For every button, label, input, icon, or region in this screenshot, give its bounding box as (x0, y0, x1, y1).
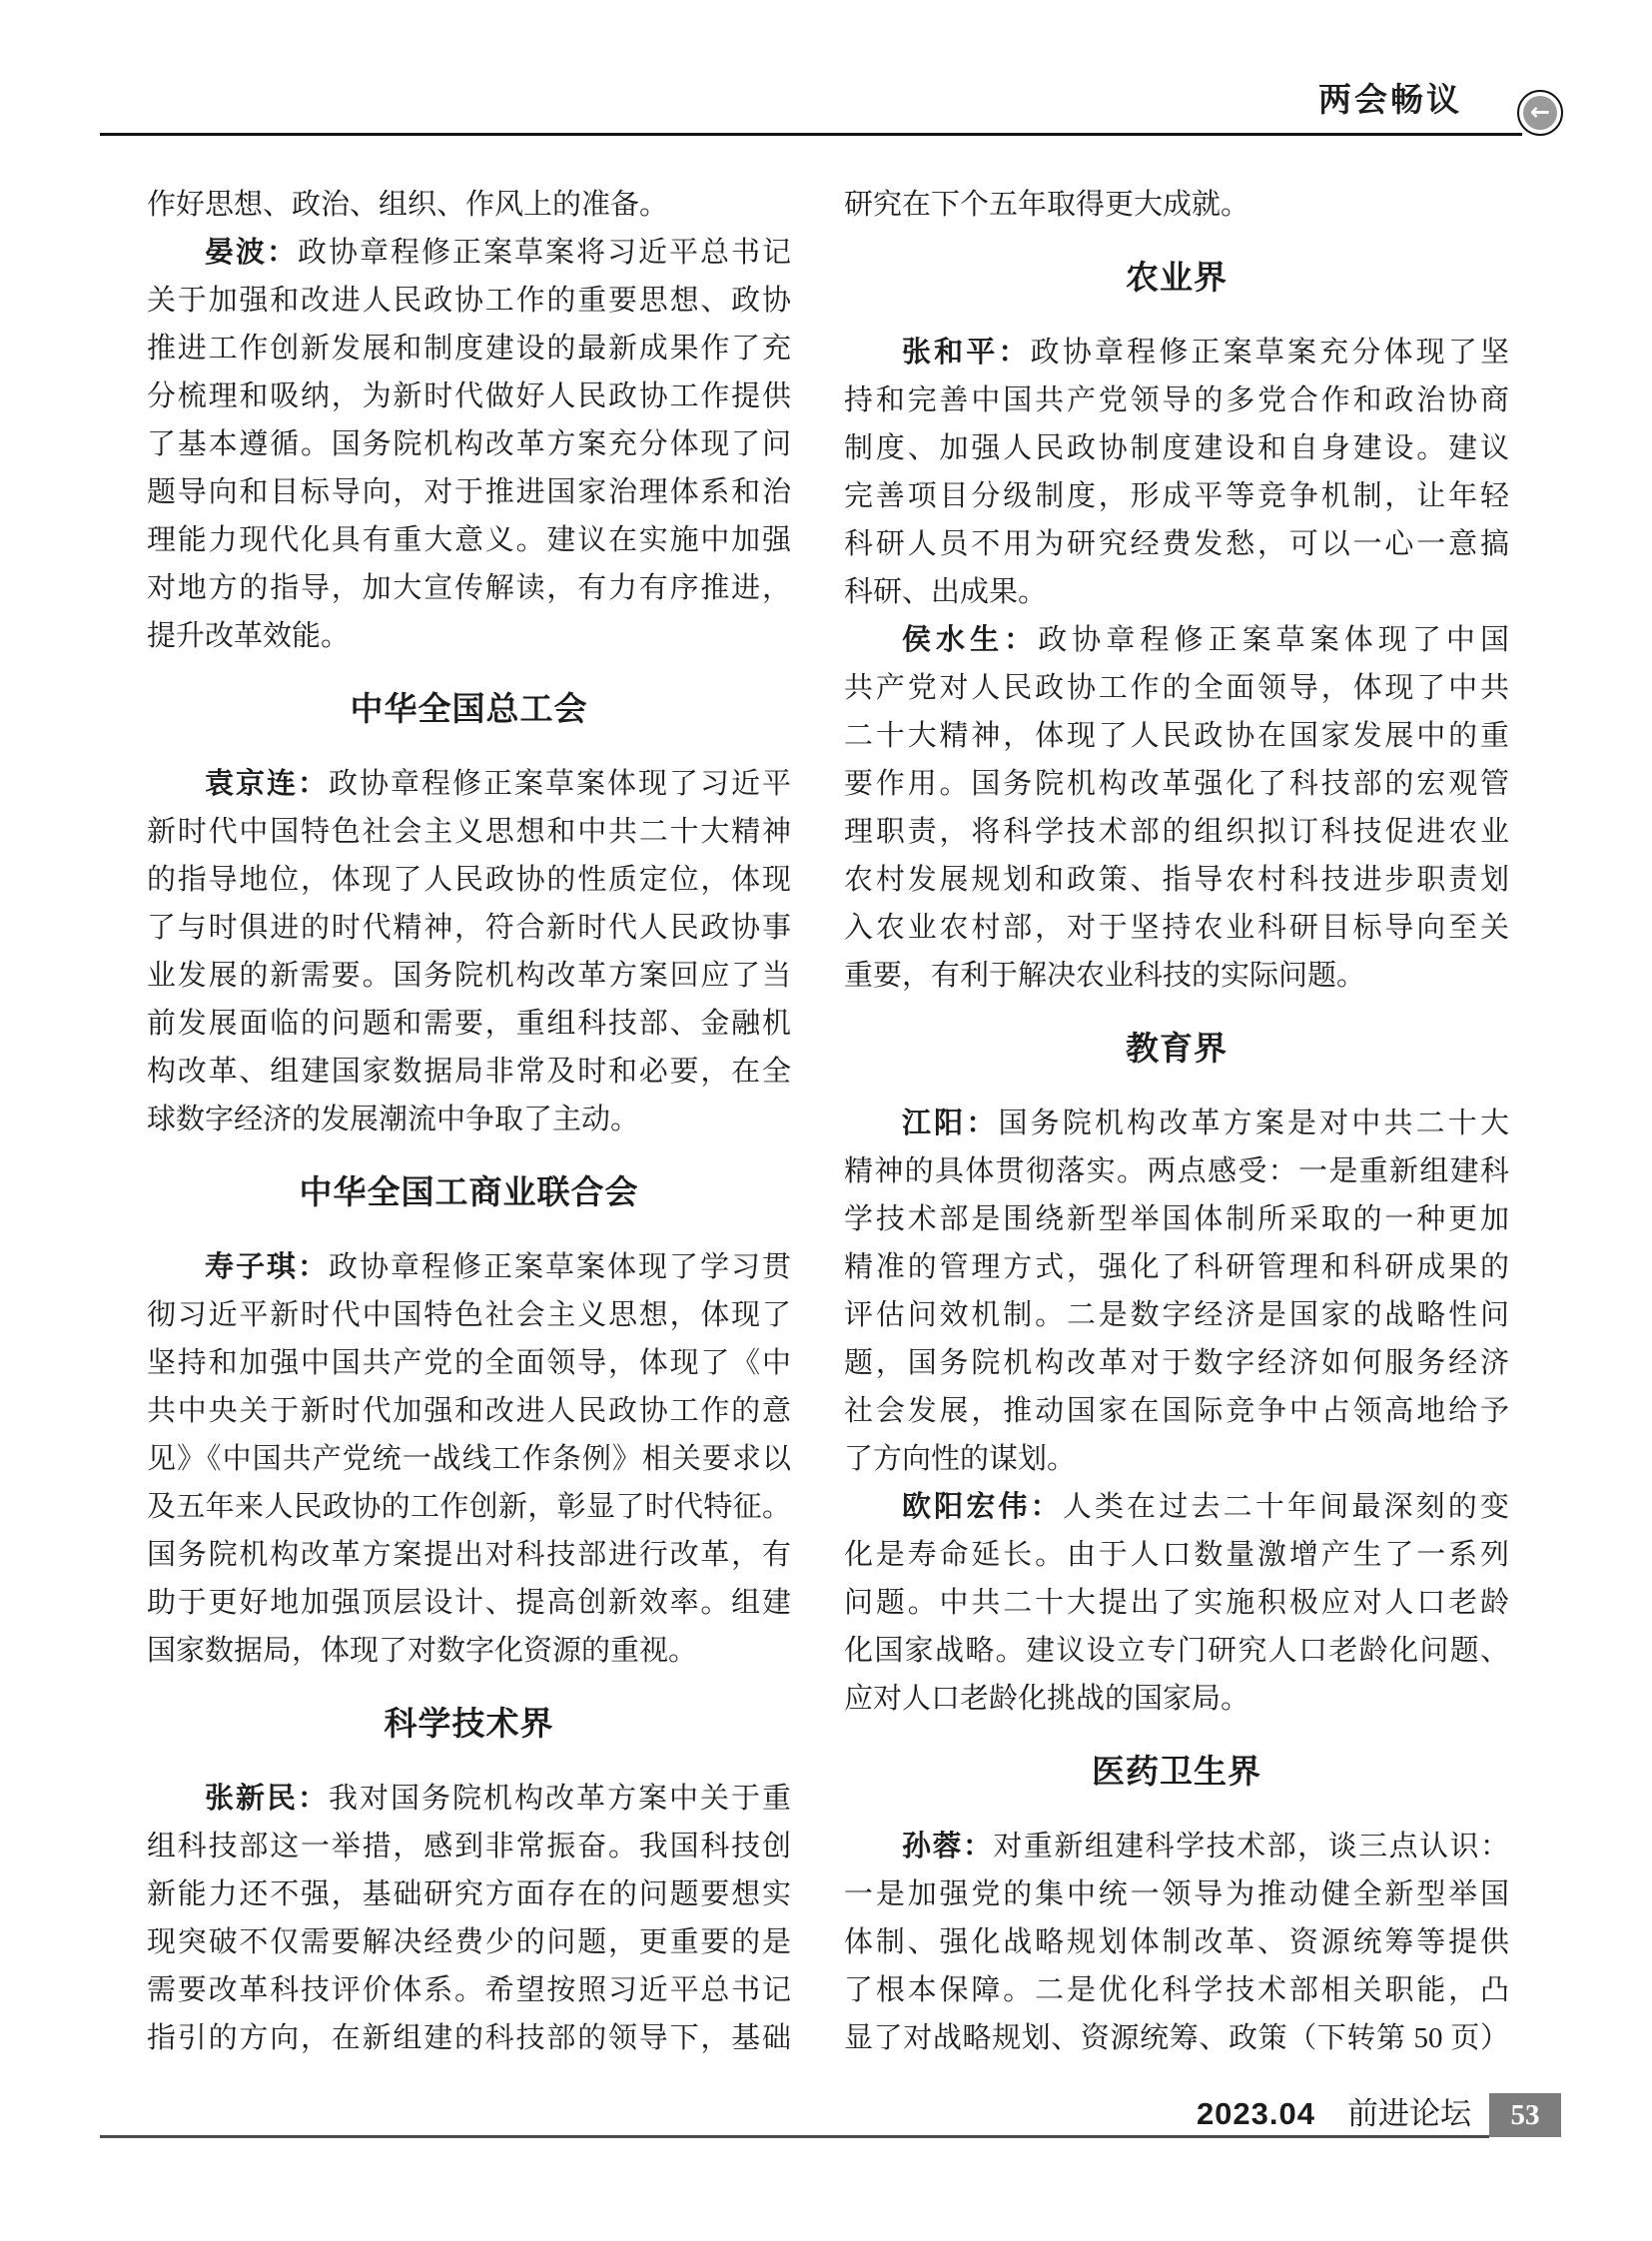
paragraph-line: 要作用。国务院机构改革强化了科技部的宏观管 (844, 768, 1509, 800)
paragraph-line: 坚持和加强中国共产党的全面领导，体现了《中 (147, 1347, 791, 1379)
footer-text (1197, 2094, 1471, 2134)
speaker-name: 张和平： (902, 337, 1031, 369)
paragraph-line: 社会发展，推动国家在国际竞争中占领高地给予 (844, 1395, 1509, 1427)
paragraph-line: 了方向性的谋划。 (844, 1443, 1077, 1475)
paragraph-line: 构改革、组建国家数据局非常及时和必要，在全 (147, 1056, 791, 1088)
paragraph-line: 了根本保障。二是优化科学技术部相关职能，凸 (844, 1974, 1509, 2006)
paragraph-line: 指引的方向，在新组建的科技部的领导下，基础 (147, 2022, 791, 2054)
paragraph-line: 彻习近平新时代中国特色社会主义思想，体现了 (147, 1299, 791, 1331)
paragraph-line: 新时代中国特色社会主义思想和中共二十大精神 (147, 816, 791, 848)
section-heading: 教育界 (1126, 1032, 1228, 1068)
paragraph-line: 了基本遵循。国务院机构改革方案充分体现了问 (147, 428, 791, 460)
paragraph-line: 理能力现代化具有重大意义。建议在实施中加强 (147, 524, 791, 556)
paragraph-line: 分梳理和吸纳，为新时代做好人民政协工作提供 (147, 380, 791, 412)
continuation-line: 作好思想、政治、组织、作风上的准备。 (147, 189, 669, 221)
paragraph-line: 一是加强党的集中统一领导为推动健全新型举国 (844, 1878, 1509, 1910)
paragraph-line: 化是寿命延长。由于人口数量激增产生了一系列 (844, 1539, 1509, 1571)
footer-journal-name: 前进论坛 (1347, 2096, 1471, 2131)
paragraph-line: 张和平：政协章程修正案草案充分体现了坚 (902, 337, 1509, 369)
paragraph-line: 体制、强化战略规划体制改革、资源统筹等提供 (844, 1926, 1509, 1958)
paragraph-line: 侯水生：政协章程修正案草案体现了中国 (902, 624, 1509, 656)
paragraph-line: 入农业农村部，对于坚持农业科研目标导向至关 (844, 912, 1509, 944)
paragraph-line: 科研人员不用为研究经费发愁，可以一心一意搞 (844, 528, 1509, 560)
paragraph-line: 学技术部是围绕新型举国体制所采取的一种更加 (844, 1203, 1509, 1235)
speaker-name: 寿子琪： (205, 1251, 329, 1283)
paragraph-line: 国家数据局，体现了对数字化资源的重视。 (147, 1635, 698, 1667)
paragraph-line: 完善项目分级制度，形成平等竞争机制，让年轻 (844, 480, 1509, 512)
back-arrow-circle-icon (1517, 90, 1563, 136)
section-heading: 中华全国总工会 (350, 692, 588, 728)
speaker-name: 孙蓉： (902, 1831, 994, 1863)
paragraph-line: 理职责，将科学技术部的组织拟订科技促进农业 (844, 816, 1509, 848)
speaker-name: 侯水生： (902, 624, 1039, 656)
paragraph-line: 欧阳宏伟：人类在过去二十年间最深刻的变 (902, 1491, 1509, 1523)
paragraph-line: 业发展的新需要。国务院机构改革方案回应了当 (147, 960, 791, 992)
column-right (844, 181, 1509, 2062)
speaker-name: 江阳： (902, 1108, 999, 1139)
paragraph-line: 江阳：国务院机构改革方案是对中共二十大 (902, 1108, 1509, 1139)
section-heading: 科学技术界 (384, 1707, 554, 1743)
paragraph-line: 前发展面临的问题和需要，重组科技部、金融机 (147, 1008, 791, 1040)
paragraph-line: 持和完善中国共产党领导的多党合作和政治协商 (844, 384, 1509, 416)
paragraph-line: 的指导地位，体现了人民政协的性质定位，体现 (147, 864, 791, 896)
paragraph-line: 关于加强和改进人民政协工作的重要思想、政协 (147, 285, 791, 317)
paragraph-line: 提升改革效能。 (147, 620, 351, 652)
speaker-name: 晏波： (205, 237, 298, 269)
paragraph-line: 现突破不仅需要解决经费少的问题，更重要的是 (147, 1926, 791, 1958)
paragraph-line: 国务院机构改革方案提出对科技部进行改革，有 (147, 1539, 791, 1571)
paragraph-line: 问题。中共二十大提出了实施积极应对人口老龄 (844, 1587, 1509, 1619)
paragraph-line: 推进工作创新发展和制度建设的最新成果作了充 (147, 333, 791, 365)
speaker-name: 张新民： (205, 1783, 329, 1815)
paragraph-line: 对地方的指导，加大宣传解读，有力有序推进， (147, 572, 791, 604)
paragraph-line: 科研、出成果。 (844, 576, 1048, 608)
footer-issue-date: 2023.04 (1196, 2096, 1315, 2131)
section-heading: 中华全国工商业联合会 (299, 1175, 639, 1211)
paragraph-line: 晏波：政协章程修正案草案将习近平总书记 (205, 237, 791, 269)
speaker-name: 袁京连： (205, 768, 329, 800)
paragraph-line: 共中央关于新时代加强和改进人民政协工作的意 (147, 1395, 791, 1427)
paragraph-line: 制度、加强人民政协制度建设和自身建设。建议 (844, 432, 1509, 464)
paragraph-line: 及五年来人民政协的工作创新，彰显了时代特征。 (147, 1491, 791, 1523)
paragraph-line: 球数字经济的发展潮流中争取了主动。 (147, 1104, 640, 1135)
continuation-line: 研究在下个五年取得更大成就。 (844, 189, 1250, 221)
paragraph-line: 农村发展规划和政策、指导农村科技进步职责划 (844, 864, 1509, 896)
paragraph-line: 应对人口老龄化挑战的国家局。 (844, 1683, 1250, 1715)
footer-rule (100, 2135, 1489, 2138)
column-left (147, 181, 791, 2062)
paragraph-line: 寿子琪：政协章程修正案草案体现了学习贯 (205, 1251, 791, 1283)
speaker-name: 欧阳宏伟： (902, 1491, 1063, 1523)
paragraph-line: 题，国务院机构改革对于数字经济如何服务经济 (844, 1347, 1509, 1379)
paragraph-line: 助于更好地加强顶层设计、提高创新效率。组建 (147, 1587, 791, 1619)
header-rule (100, 133, 1522, 136)
paragraph-line: 精准的管理方式，强化了科研管理和科研成果的 (844, 1251, 1509, 1283)
paragraph-line: 题导向和目标导向，对于推进国家治理体系和治 (147, 476, 791, 508)
paragraph-line: 见》《中国共产党统一战线工作条例》相关要求以 (147, 1443, 791, 1475)
paragraph-line: 孙蓉：对重新组建科学技术部，谈三点认识： (902, 1831, 1509, 1863)
section-heading: 农业界 (1126, 261, 1228, 297)
paragraph-line: 新能力还不强，基础研究方面存在的问题要想实 (147, 1878, 791, 1910)
left-arrow-icon: ← (1523, 96, 1557, 130)
paragraph-line: 精神的具体贯彻落实。两点感受：一是重新组建科 (844, 1155, 1509, 1187)
page-number-badge: 53 (1489, 2093, 1561, 2137)
paragraph-line: 显了对战略规划、资源统筹、政策（下转第 50 页） (844, 2022, 1509, 2054)
paragraph-line: 组科技部这一举措，感到非常振奋。我国科技创 (147, 1831, 791, 1863)
paragraph-line: 共产党对人民政协工作的全面领导，体现了中共 (844, 672, 1509, 704)
paragraph-line: 了与时俱进的时代精神，符合新时代人民政协事 (147, 912, 791, 944)
page-title: 两会畅议 (1318, 81, 1462, 118)
paragraph-line: 张新民：我对国务院机构改革方案中关于重 (205, 1783, 791, 1815)
section-heading: 医药卫生界 (1092, 1755, 1261, 1791)
paragraph-line: 二十大精神，体现了人民政协在国家发展中的重 (844, 720, 1509, 752)
paragraph-line: 评估问效机制。二是数字经济是国家的战略性问 (844, 1299, 1509, 1331)
paragraph-line: 化国家战略。建议设立专门研究人口老龄化问题、 (844, 1635, 1509, 1667)
paragraph-line: 重要，有利于解决农业科技的实际问题。 (844, 960, 1366, 992)
paragraph-line: 袁京连：政协章程修正案草案体现了习近平 (205, 768, 791, 800)
paragraph-line: 需要改革科技评价体系。希望按照习近平总书记 (147, 1974, 791, 2006)
